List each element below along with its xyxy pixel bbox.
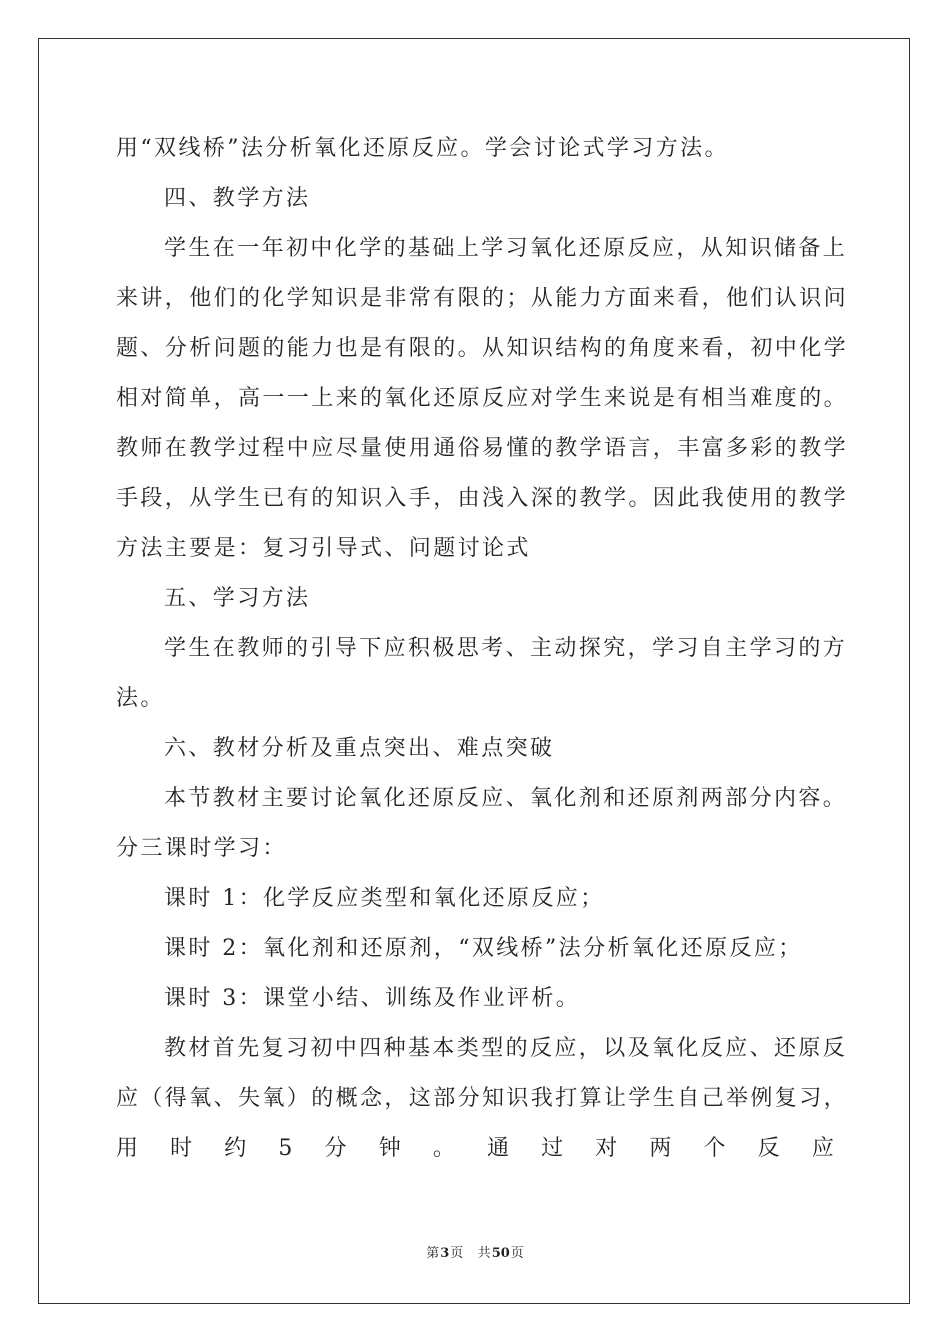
char: 应 <box>811 1136 834 1161</box>
paragraph-line: 题、分析问题的能力也是有限的。从知识结构的角度来看，初中化学 <box>116 336 849 361</box>
paragraph-line: 教师在教学过程中应尽量使用通俗易懂的教学语言，丰富多彩的教学 <box>116 436 849 461</box>
char: 时 <box>170 1136 193 1161</box>
total-pages: 50 <box>491 1246 510 1261</box>
lesson-item-1: 课时 1：化学反应类型和氧化还原反应； <box>164 886 605 911</box>
page-footer <box>0 1242 950 1261</box>
char: 钟 <box>378 1136 401 1161</box>
paragraph-line: 教材首先复习初中四种基本类型的反应，以及氧化反应、还原反 <box>164 1036 848 1061</box>
section-heading-teaching-method: 四、教学方法 <box>164 186 311 211</box>
char: 用 <box>116 1136 139 1161</box>
paragraph-line: 来讲，他们的化学知识是非常有限的；从能力方面来看，他们认识问 <box>116 286 849 311</box>
section-heading-learning-method: 五、学习方法 <box>164 586 311 611</box>
justified-last-line <box>116 1124 834 1174</box>
lesson-item-3: 课时 3：课堂小结、训练及作业评析。 <box>164 986 581 1011</box>
char: 反 <box>757 1136 780 1161</box>
paragraph-line: 手段，从学生已有的知识入手，由浅入深的教学。因此我使用的教学 <box>116 486 849 511</box>
char: 5 <box>278 1136 293 1161</box>
paragraph-line: 分三课时学习： <box>116 836 287 861</box>
paragraph-line: 学生在一年初中化学的基础上学习氧化还原反应，从知识储备上 <box>164 236 848 261</box>
footer-prefix: 第 <box>426 1246 440 1261</box>
footer-total-prefix: 共 <box>477 1246 491 1261</box>
paragraph-line: 法。 <box>116 686 165 711</box>
char: 分 <box>324 1136 347 1161</box>
section-heading-textbook-analysis: 六、教材分析及重点突出、难点突破 <box>164 736 555 761</box>
paragraph-line: 学生在教师的引导下应积极思考、主动探究，学习自主学习的方 <box>164 636 848 661</box>
page-number: 3 <box>440 1246 450 1261</box>
paragraph-line: 方法主要是：复习引导式、问题讨论式 <box>116 536 531 561</box>
char: 通 <box>486 1136 509 1161</box>
char: 。 <box>432 1136 455 1161</box>
footer-total-unit: 页 <box>510 1246 524 1261</box>
paragraph-line: 用“双线桥”法分析氧化还原反应。学会讨论式学习方法。 <box>116 136 729 161</box>
paragraph-line: 相对简单，高一一上来的氧化还原反应对学生来说是有相当难度的。 <box>116 386 849 411</box>
body-text <box>116 124 849 1174</box>
paragraph-line: 本节教材主要讨论氧化还原反应、氧化剂和还原剂两部分内容。 <box>164 786 848 811</box>
footer-page-unit: 页 <box>450 1246 464 1261</box>
char: 对 <box>595 1136 618 1161</box>
char: 约 <box>224 1136 247 1161</box>
char: 个 <box>703 1136 726 1161</box>
lesson-item-2: 课时 2：氧化剂和还原剂，“双线桥”法分析氧化还原反应； <box>164 936 803 961</box>
char: 两 <box>649 1136 672 1161</box>
paragraph-line: 应（得氧、失氧）的概念，这部分知识我打算让学生自己举例复习， <box>116 1086 849 1111</box>
char: 过 <box>541 1136 564 1161</box>
